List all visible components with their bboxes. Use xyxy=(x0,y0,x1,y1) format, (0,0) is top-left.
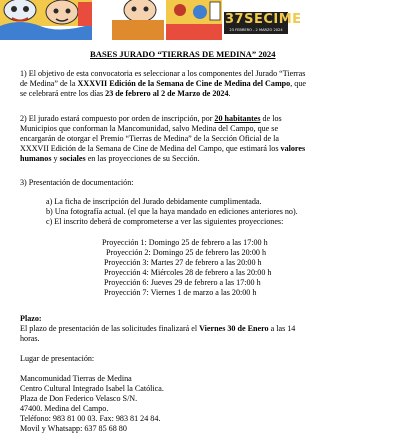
festival-poster-image xyxy=(0,0,408,40)
paragraph-1-text: 1) El objetivo de esta convocatoria es seleccionar a los componentes del Jurado “Tierras xyxy=(20,69,306,78)
location-line: 47400. Medina del Campo. xyxy=(20,404,109,413)
paragraph-2-line-4 xyxy=(20,144,305,153)
festival-dates: 23 de febrero al 2 de Marzo de 2024 xyxy=(105,89,229,98)
paragraph-2-line-2: Municipios que conforman la Mancomunidad, salvo Medina del Campo, que se xyxy=(20,124,279,133)
festival-logo-text: 37SECIME xyxy=(225,12,302,27)
paragraph-2-text: de los xyxy=(260,114,282,123)
deadline-text: a las 14 xyxy=(268,324,296,333)
deadline-heading: Plazo: xyxy=(20,314,42,323)
festival-banner xyxy=(0,0,408,40)
deadline-text: El plazo de presentación de las solicitudes finalizará el xyxy=(20,324,200,333)
paragraph-1-text: se celebrará entre los días xyxy=(20,89,106,98)
deadline-line-2: horas. xyxy=(20,334,40,343)
location-line: Plaza de Don Federico Velasco S/N. xyxy=(20,394,138,403)
screening-1: Proyección 1: Domingo 25 de febrero a las 17:00 h xyxy=(102,238,268,247)
deadline-date: Viernes 30 de Enero xyxy=(199,324,269,333)
documentation-item-a: a) La ficha de inscripción del Jurado debidamente cumplimentada. xyxy=(46,197,262,206)
location-heading: Lugar de presentación: xyxy=(20,354,95,363)
social-keyword: sociales xyxy=(59,154,86,163)
location-line: Centro Cultural Integrado Isabel la Católica. xyxy=(20,384,164,393)
paragraph-1-line-1 xyxy=(20,69,305,78)
screening-6: Proyección 6: Jueves 29 de febrero a las 17:00 h xyxy=(104,278,261,287)
documentation-item-b: b) Una fotografía actual. (el que la haya mandado en ediciones anteriores no). xyxy=(46,207,298,216)
jury-size: 20 habitantes xyxy=(214,114,261,123)
paragraph-1-line-3 xyxy=(20,89,231,98)
paragraph-2-line-5 xyxy=(20,154,200,163)
paragraph-2-text: 2) El jurado estará compuesto por orden de inscripción, por xyxy=(20,114,215,123)
edition-name: XXXVII Edición de la Semana de Cine de Medina del Campo xyxy=(77,79,291,88)
location-line: Mancomunidad Tierras de Medina xyxy=(20,374,132,383)
screening-3: Proyección 3: Martes 27 de febrero a las 20:00 h xyxy=(104,258,262,267)
paragraph-2-text: y xyxy=(51,154,60,163)
values-keyword: valores xyxy=(280,144,306,153)
location-phone-fax: Teléfono: 983 81 00 03. Fax: 983 81 24 84. xyxy=(20,414,161,423)
paragraph-1-text: de Medina” de la xyxy=(20,79,78,88)
paragraph-1-text: . xyxy=(228,89,231,98)
human-keyword: humanos xyxy=(20,154,52,163)
documentation-item-c: c) El inscrito deberá de comprometerse a ver las siguientes proyecciones: xyxy=(46,217,284,226)
paragraph-1-text: , que xyxy=(290,79,306,88)
festival-dates-text: 23 FEBRERO - 2 MARZO 2024 xyxy=(229,28,283,32)
paragraph-2-line-1 xyxy=(20,114,282,123)
deadline-line-1 xyxy=(20,324,295,333)
paragraph-2-text: en las proyecciones de su Sección. xyxy=(85,154,200,163)
location-mobile-whatsapp: Movil y Whatsapp: 637 85 68 80 xyxy=(20,424,127,433)
page-title: BASES JURADO “TIERRAS DE MEDINA” 2024 xyxy=(90,49,276,59)
paragraph-2-line-3: encargarán de otorgar el Premio “Tierras de Medina” de la Sección Oficial de la xyxy=(20,134,279,143)
paragraph-1-line-2 xyxy=(20,79,306,88)
screening-2: Proyección 2: Domingo 25 de febrero las 20:00 h xyxy=(106,248,267,257)
paragraph-2-text: XXXVII Edición de la Semana de Cine de Medina del Campo, que estimará los xyxy=(20,144,281,153)
screening-4: Proyección 4: Miércoles 28 de febrero a las 20:00 h xyxy=(104,268,272,277)
screening-7: Proyección 7: Viernes 1 de marzo a las 20:00 h xyxy=(104,288,257,297)
documentation-heading: 3) Presentación de documentación: xyxy=(20,178,134,187)
